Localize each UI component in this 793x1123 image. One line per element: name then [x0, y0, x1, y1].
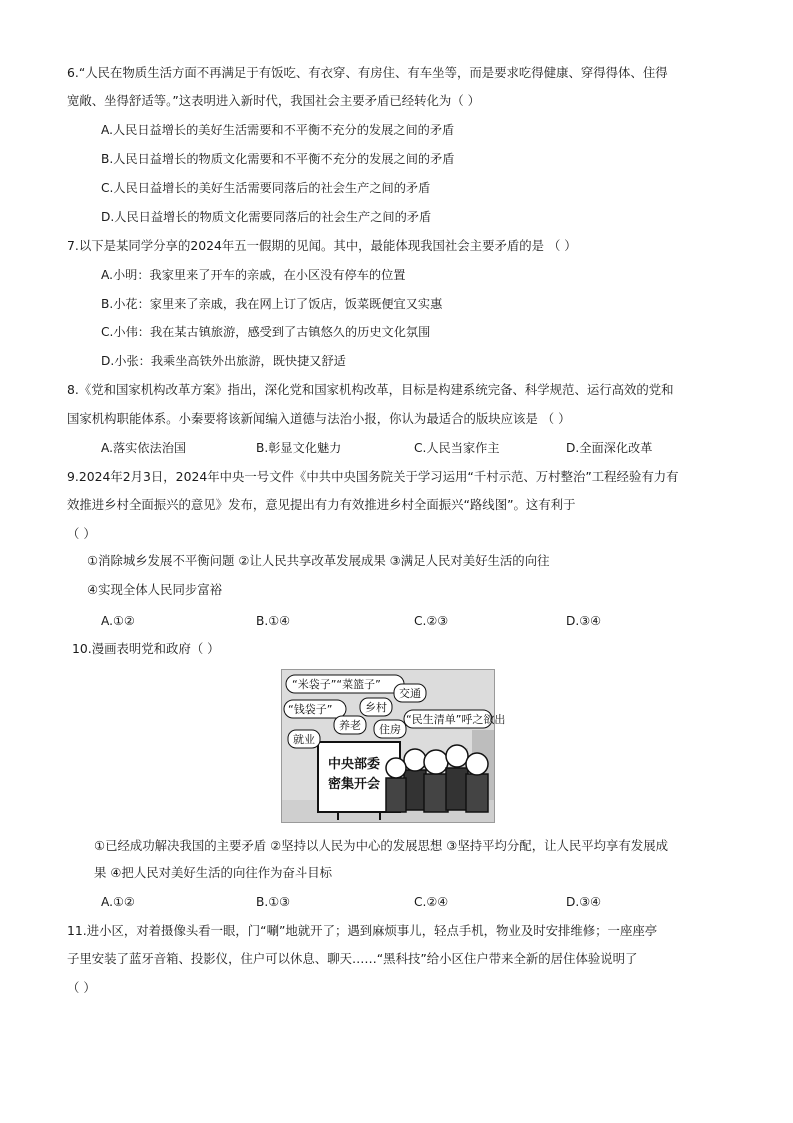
bubble-livelihood-list — [404, 710, 505, 728]
bubble-village — [360, 698, 392, 716]
bubble-wallet — [284, 700, 346, 718]
q11-stem-line1: 11.进小区，对着摄像头看一眼，门“唰”地就开了；遇到麻烦事儿，轻点手机，物业及时安排维修；一座座亭 — [67, 923, 658, 938]
q7-option-b: B.小花：家里来了亲戚，我在网上订了饭店，饭菜既便宜又实惠 — [101, 297, 443, 311]
bubble-traffic — [394, 684, 426, 702]
q6-option-a: A.人民日益增长的美好生活需要和不平衡不充分的发展之间的矛盾 — [101, 123, 455, 137]
q9-option-d: D.③④ — [566, 614, 602, 628]
label-wallet: “钱袋子” — [288, 703, 333, 716]
q9-option-c: C.②③ — [414, 614, 449, 628]
label-rice-basket: “米袋子”“菜篮子” — [292, 678, 381, 691]
q10-statements-line2: 果 ④把人民对美好生活的向往作为奋斗目标 — [94, 865, 333, 880]
bubble-housing — [374, 720, 406, 738]
q10-option-c: C.②④ — [414, 895, 449, 909]
q11-stem-line2: 子里安装了蓝牙音箱、投影仪，住户可以休息、聊天……“黑科技”给小区住户带来全新的居住体验说明了 — [67, 951, 638, 966]
q6-option-b: B.人民日益增长的物质文化需要和不平衡不充分的发展之间的矛盾 — [101, 152, 455, 166]
q7-option-d: D.小张：我乘坐高铁外出旅游，既快捷又舒适 — [101, 354, 346, 368]
board-text-line1: 中央部委 — [328, 757, 381, 772]
q8-option-a: A.落实依法治国 — [101, 441, 187, 455]
q7-option-a: A.小明：我家里来了开车的亲戚，在小区没有停车的位置 — [101, 268, 406, 282]
q9-option-b: B.①④ — [256, 614, 291, 628]
q8-option-d: D.全面深化改革 — [566, 441, 653, 455]
cartoon-illustration — [282, 670, 506, 822]
q6-option-c: C.人民日益增长的美好生活需要同落后的社会生产之间的矛盾 — [101, 181, 431, 195]
q6-stem-line2: 宽敞、坐得舒适等。”这表明进入新时代，我国社会主要矛盾已经转化为（ ） — [67, 93, 481, 108]
q8-option-b: B.彰显文化魅力 — [256, 441, 342, 455]
q7-option-c: C.小伟：我在某古镇旅游，感受到了古镇悠久的历史文化氛围 — [101, 325, 431, 339]
q10-statements-line1: ①已经成功解决我国的主要矛盾 ②坚持以人民为中心的发展思想 ③坚持平均分配，让人民平均享有发展成 — [94, 838, 668, 853]
label-employment: 就业 — [293, 733, 315, 746]
q10-stem: 10.漫画表明党和政府（ ） — [72, 641, 220, 656]
q9-stem-line2: 效推进乡村全面振兴的意见》发布，意见提出有力有效推进乡村全面振兴“路线图”。这有利于 — [67, 497, 576, 512]
q6-option-d: D.人民日益增长的物质文化需要同落后的社会生产之间的矛盾 — [101, 210, 432, 224]
q10-option-b: B.①③ — [256, 895, 291, 909]
q10-cartoon — [281, 669, 506, 823]
bubble-employment — [288, 730, 320, 748]
q8-stem-line1: 8.《党和国家机构改革方案》指出，深化党和国家机构改革，目标是构建系统完备、科学规范、运行高效的党和 — [67, 382, 674, 397]
bubble-rice-basket — [286, 675, 404, 693]
q11-stem-line3: （ ） — [67, 980, 96, 995]
q7-stem: 7.以下是某同学分享的2024年五一假期的见闻。其中，最能体现我国社会主要矛盾的是 （ ） — [67, 238, 577, 253]
q9-statements-line1: ①消除城乡发展不平衡问题 ②让人民共享改革发展成果 ③满足人民对美好生活的向往 — [87, 553, 550, 568]
label-village: 乡村 — [365, 701, 387, 714]
q10-option-a: A.①② — [101, 895, 135, 909]
q8-stem-line2: 国家机构职能体系。小秦要将该新闻编入道德与法治小报，你认为最适合的版块应该是 （ ） — [67, 411, 571, 426]
q10-option-d: D.③④ — [566, 895, 602, 909]
q6-stem-line1: 6.“人民在物质生活方面不再满足于有饭吃、有衣穿、有房住、有车坐等，而是要求吃得健康、穿得得体、住得 — [67, 65, 668, 80]
label-elderly: 养老 — [339, 719, 361, 732]
label-housing: 住房 — [379, 723, 401, 736]
board-text-line2: 密集开会 — [328, 777, 381, 792]
q9-stem-line3: （ ） — [67, 526, 96, 541]
q9-stem-line1: 9.2024年2月3日，2024年中央一号文件《中共中央国务院关于学习运用“千村示范、万村整治”工程经验有力有 — [67, 469, 679, 484]
q9-statements-line2: ④实现全体人民同步富裕 — [87, 582, 223, 597]
q8-option-c: C.人民当家作主 — [414, 441, 500, 455]
q9-option-a: A.①② — [101, 614, 135, 628]
label-livelihood-list: “民生清单”呼之欲出 — [406, 713, 506, 726]
bubble-elderly — [334, 716, 366, 734]
label-traffic: 交通 — [399, 687, 421, 700]
